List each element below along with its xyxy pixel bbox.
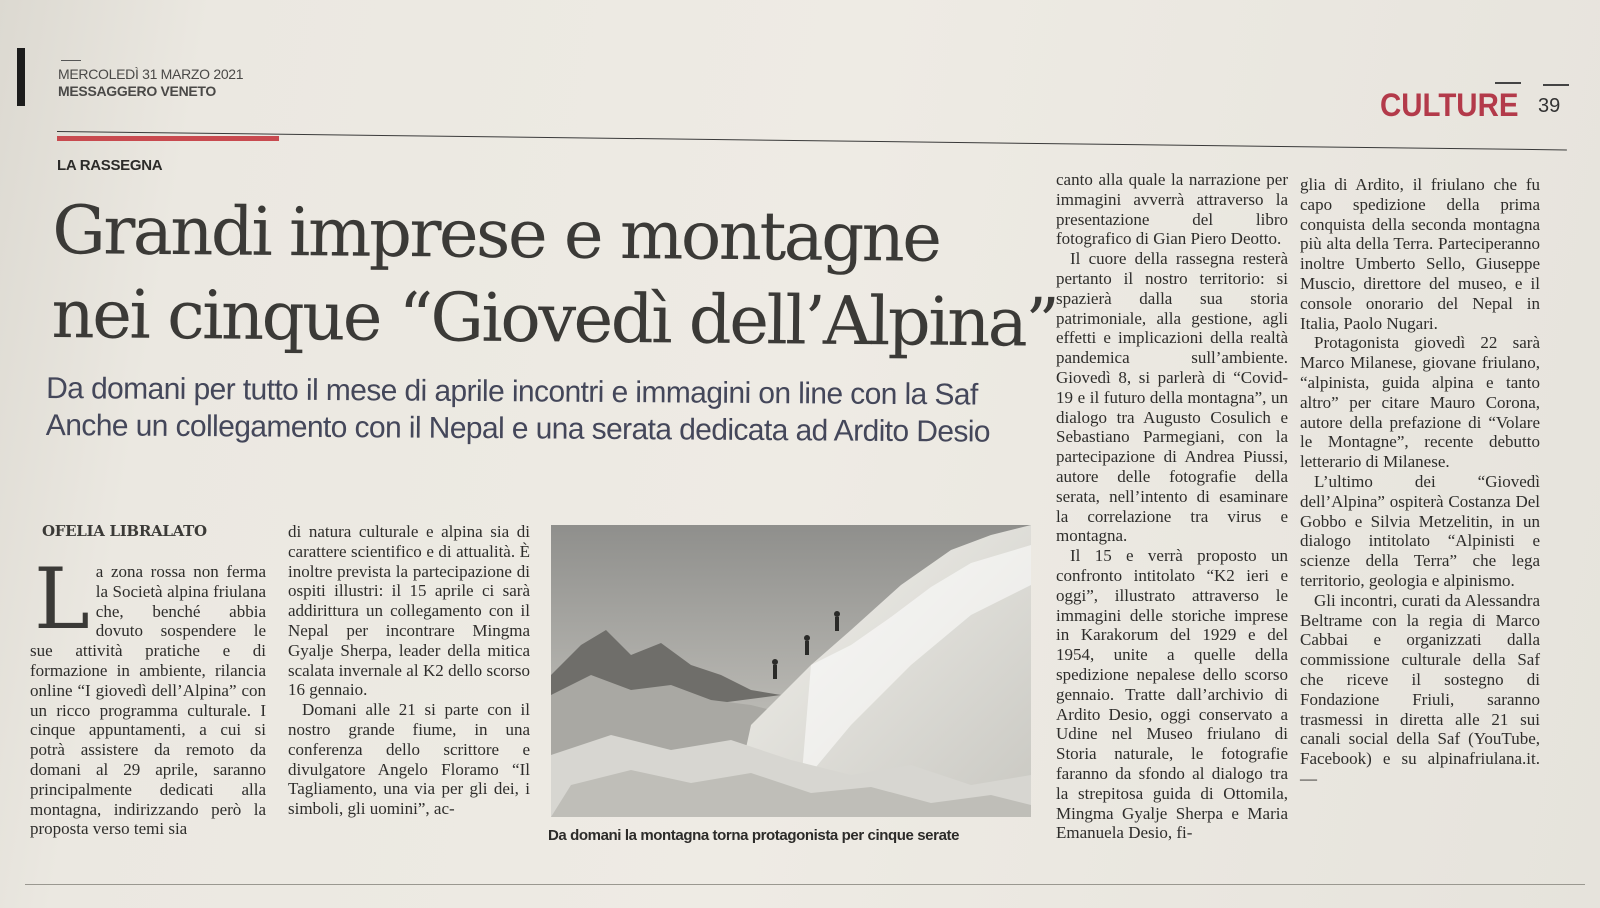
headline-line-1: Grandi imprese e montagne: [52, 191, 940, 277]
body-column-1: [30, 550, 266, 839]
body-paragraph: Il cuore della rassegna resterà pertanto il nostro territorio: si spazierà dalla sua storia patrimoniale, alla gestione, agli effetti e implicazioni della realtà pandemica sull’ambiente. Giovedì 8, si parlerà di “Covid-19 e il futuro della montagna”, un dialogo tra Augusto Cosulich e Sebastiano Parmegiani, con la partecipazione di Andrea Piussi, autore delle fotografie della serata, nell’intento di esaminare la correlazione tra virus e montagna.: [1056, 249, 1288, 546]
body-paragraph: Protagonista giovedì 22 sarà Marco Milanese, giovane friulano, “alpinista, guida alpina e tanto altro” per citare Mauro Corona, autore della prefazione di “Volare le Montagne”, recente debutto letterario di Milanese.: [1300, 333, 1540, 472]
drop-cap: L: [34, 550, 90, 648]
body-paragraph: glia di Ardito, il friulano che fu capo spedizione della prima conquista della seconda montagna più alta della Terra. Parteciperanno inoltre Umberto Sello, Giuseppe Muscio, direttore del museo, e il console onorario del Nepal in Italia, Paolo Nugari.: [1300, 175, 1540, 333]
article-headline: [51, 188, 1082, 365]
section-name: CULTURE: [1380, 87, 1519, 123]
article-deck: [46, 370, 1066, 451]
body-column-3: [1056, 170, 1288, 843]
page-number: 39: [1538, 95, 1561, 117]
header-meta: [58, 66, 243, 100]
byline: OFELIA LIBRALATO: [42, 522, 207, 540]
photo-caption: Da domani la montagna torna protagonista per cinque serate: [548, 827, 960, 844]
body-paragraph: canto alla quale la narrazione per immagini avverrà attraverso la presentazione del libro fotografico di Gian Piero Deotto.: [1056, 170, 1288, 249]
issue-date: MERCOLEDÌ 31 MARZO 2021: [58, 66, 244, 82]
body-paragraph: L’ultimo dei “Giovedì dell’Alpina” ospiterà Costanza Del Gobbo e Silvia Metzelitin, in un dialogo intitolato “Alpinisti e scienze della Terra” che lega territorio, geologia e alpinismo.: [1300, 471, 1540, 590]
headline-line-2: nei cinque “Giovedì dell’Alpina”: [51, 274, 1058, 362]
newspaper-name: MESSAGGERO VENETO: [58, 83, 217, 99]
body-paragraph: di natura culturale e alpina sia di carattere scientifico e di attualità. È inoltre prevista la partecipazione di ospiti illustri: il 15 aprile ci sarà addirittura un collegamento con il Nepal per incontrare Mingma Gyalje Sherpa, leader della mitica scalata invernale al K2 dello scorso 16 gennaio.: [288, 522, 530, 700]
body-column-4: [1300, 175, 1540, 789]
mountain-photo: [551, 525, 1031, 817]
section-accent-rule: [57, 136, 279, 141]
binding-mark: [17, 48, 25, 106]
header-dash-right-1: [1495, 82, 1521, 84]
body-paragraph: Il 15 e verrà proposto un confronto intitolato “K2 ieri e oggi”, illustrato attraverso le immagini delle storiche imprese in Karakorum del 1929 e del 1954, unite a quelle della spedizione nepalese dello scorso gennaio. Tratte dall’archivio di Ardito Desio, oggi conservato a Udine nel Museo friulano di Storia naturale, le fotografie faranno da sfondo al dialogo tra la strepitosa guida di Ottomila, Mingma Gyalje Sherpa e Maria Emanuela Desio, fi-: [1056, 546, 1288, 843]
header-dash-right-2: [1543, 84, 1569, 86]
article-kicker: LA RASSEGNA: [57, 157, 163, 174]
bottom-rule: [25, 884, 1585, 885]
deck-line-2: Anche un collegamento con il Nepal e una serata dedicata ad Ardito Desio: [45, 408, 991, 449]
deck-line-1: Da domani per tutto il mese di aprile incontri e immagini on line con la Saf: [46, 372, 978, 412]
body-paragraph: La zona rossa non ferma la Società alpina friulana che, benché abbia dovuto sospendere le sue attività pratiche e di formazione in ambiente, rilancia online “I giovedì dell’Alpina” con un ricco programma culturale. I cinque appuntamenti, a cui si potrà assistere da remoto da domani al 29 aprile, saranno principalmente dedicati alla montagna, indirizzando però la proposta verso temi sia: [30, 550, 266, 839]
body-paragraph: Gli incontri, curati da Alessandra Beltrame con la regia di Marco Cabbai e organizzati dalla commissione culturale della Saf che riceve il sostegno di Fondazione Friuli, saranno trasmessi in diretta alle 21 sui canali social della Saf (YouTube, Facebook) e su alpinafriulana.it. —: [1300, 590, 1540, 788]
header-dash: [61, 60, 81, 61]
body-paragraph: Domani alle 21 si parte con il nostro grande fiume, in una conferenza dello scrittore e divulgatore Angelo Floramo “Il Tagliamento, una via per gli dei, i simboli, gli uomini”, ac-: [288, 700, 530, 819]
header-rule: [57, 131, 1567, 150]
body-column-2: [288, 522, 530, 819]
